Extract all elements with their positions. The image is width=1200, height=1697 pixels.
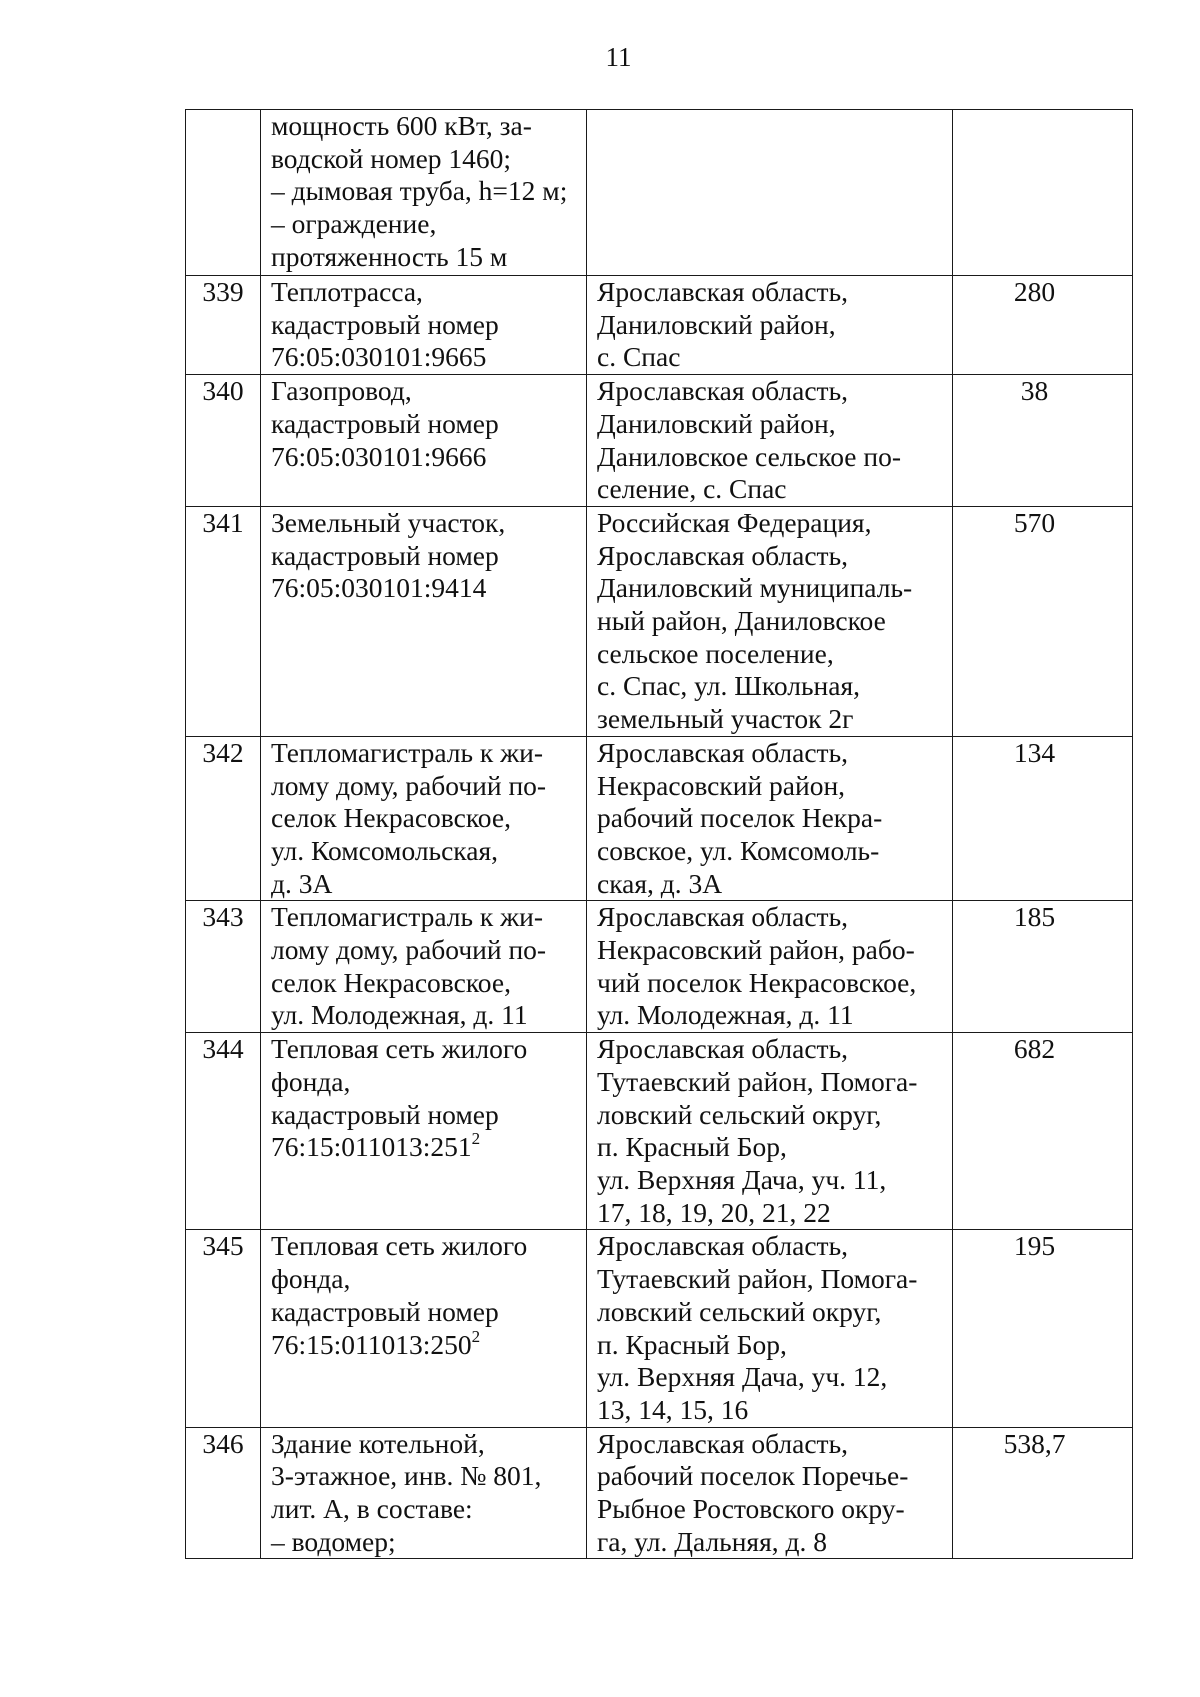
- page-number: 11: [605, 42, 632, 72]
- object-description-text: 3-этажное, инв. № 801,: [271, 1460, 542, 1492]
- object-description-text: лому дому, рабочий по-: [271, 769, 547, 801]
- address-cell: [587, 276, 953, 375]
- object-description-text: лому дому, рабочий по-: [271, 934, 547, 966]
- object-description-text: фонда,: [271, 1065, 351, 1097]
- row-number: 346: [202, 1427, 244, 1459]
- object-description-text: 76:15:011013:250: [271, 1328, 472, 1360]
- value-cell: [953, 1427, 1133, 1559]
- object-description-cell: [261, 1230, 587, 1427]
- table-row: [186, 901, 1133, 1033]
- table-row: [186, 1427, 1133, 1559]
- row-number: 339: [202, 276, 244, 307]
- address-line: сельское поселение,: [597, 637, 834, 669]
- object-description-line: [271, 208, 580, 241]
- object-description-text: селок Некрасовское,: [271, 966, 511, 998]
- object-description-line: [271, 901, 580, 934]
- value-text: 195: [1013, 1230, 1056, 1262]
- row-number: 344: [202, 1033, 244, 1065]
- footnote-mark: 2: [471, 1129, 481, 1149]
- address-line: Даниловский район,: [597, 407, 836, 439]
- object-description-text: ул. Комсомольская,: [271, 834, 498, 866]
- object-description-line: [271, 1526, 580, 1559]
- address-line: с. Спас: [597, 341, 681, 373]
- address-line: Ярославская область,: [597, 1230, 848, 1262]
- address-line: Некрасовский район, рабо-: [597, 934, 915, 966]
- object-description-cell: [261, 901, 587, 1033]
- table-row: [186, 506, 1133, 736]
- address-line: п. Красный Бор,: [597, 1131, 787, 1163]
- address-line: ул. Верхняя Дача, уч. 12,: [597, 1361, 888, 1393]
- object-description-line: [271, 737, 580, 770]
- object-description-line: [271, 375, 580, 408]
- object-description-text: Тепломагистраль к жи-: [271, 736, 544, 768]
- address-line: Даниловский район,: [597, 308, 836, 340]
- object-description-line: [271, 999, 580, 1032]
- object-description-text: Газопровод,: [271, 375, 412, 407]
- object-description-text: ул. Молодежная, д. 11: [271, 999, 528, 1031]
- object-description-cell: [261, 1427, 587, 1559]
- row-number: 341: [202, 506, 244, 538]
- object-description-line: [271, 507, 580, 540]
- object-description-text: кадастровый номер: [271, 407, 499, 439]
- object-description-line: [271, 540, 580, 573]
- object-description-text: селок Некрасовское,: [271, 802, 511, 834]
- object-description-text: – водомер;: [271, 1525, 396, 1557]
- object-description-text: Тепломагистраль к жи-: [271, 901, 544, 933]
- object-description-line: [271, 1099, 580, 1132]
- object-description-line: [271, 341, 580, 374]
- object-description-line: [271, 934, 580, 967]
- object-description-line: [271, 1131, 580, 1164]
- object-description-text: Здание котельной,: [271, 1427, 485, 1459]
- object-description-text: 76:05:030101:9666: [271, 440, 487, 472]
- object-description-line: [271, 241, 580, 274]
- property-table-body: [186, 110, 1133, 1559]
- value-cell: [953, 901, 1133, 1033]
- object-description-line: [271, 1326, 580, 1362]
- value-text: 134: [1013, 736, 1056, 768]
- address-cell: [587, 506, 953, 736]
- object-description-text: протяженность 15 м: [271, 240, 508, 272]
- address-line: Российская Федерация,: [597, 506, 872, 538]
- address-line: селение, с. Спас: [597, 473, 787, 505]
- address-line: ул. Молодежная, д. 11: [597, 999, 854, 1031]
- address-line: Ярославская область,: [597, 901, 848, 933]
- value-cell: [953, 1033, 1133, 1230]
- object-description-line: [271, 1230, 580, 1263]
- row-number-cell: [186, 1230, 261, 1427]
- object-description-text: фонда,: [271, 1263, 351, 1295]
- row-number-cell: [186, 110, 261, 276]
- object-description-text: – ограждение,: [271, 208, 437, 240]
- address-line: Ярославская область,: [597, 1033, 848, 1065]
- value-cell: [953, 1230, 1133, 1427]
- object-description-cell: [261, 375, 587, 507]
- object-description-line: [271, 1033, 580, 1066]
- object-description-line: [271, 1428, 580, 1461]
- object-description-text: 76:05:030101:9414: [271, 572, 487, 604]
- object-description-cell: [261, 110, 587, 276]
- value-text: 538,7: [1003, 1427, 1066, 1459]
- object-description-cell: [261, 736, 587, 901]
- row-number: 345: [202, 1230, 244, 1262]
- address-cell: [587, 110, 953, 276]
- address-line: земельный участок 2г: [597, 703, 854, 735]
- property-table: [185, 109, 1133, 1559]
- address-line: рабочий поселок Некра-: [597, 802, 883, 834]
- object-description-line: [271, 835, 580, 868]
- address-line: Ярославская область,: [597, 1427, 848, 1459]
- address-line: чий поселок Некрасовское,: [597, 966, 917, 998]
- object-description-line: [271, 770, 580, 803]
- value-text: 682: [1013, 1033, 1056, 1065]
- object-description-text: лит. А, в составе:: [271, 1493, 473, 1525]
- value-cell: [953, 110, 1133, 276]
- object-description-line: [271, 175, 580, 208]
- address-line: ловский сельский округ,: [597, 1295, 882, 1327]
- address-line: с. Спас, ул. Школьная,: [597, 670, 860, 702]
- address-line: Некрасовский район,: [597, 769, 846, 801]
- object-description-text: водской номер 1460;: [271, 142, 512, 174]
- address-line: Ярославская область,: [597, 375, 848, 407]
- value-cell: [953, 276, 1133, 375]
- value-text: 185: [1013, 901, 1056, 933]
- table-row: [186, 276, 1133, 375]
- row-number-cell: [186, 375, 261, 507]
- address-line: Ярославская область,: [597, 276, 848, 307]
- object-description-line: [271, 1493, 580, 1526]
- address-line: ловский сельский округ,: [597, 1098, 882, 1130]
- object-description-line: [271, 309, 580, 342]
- object-description-line: [271, 441, 580, 474]
- object-description-line: [271, 967, 580, 1000]
- address-line: совское, ул. Комсомоль-: [597, 834, 880, 866]
- value-text: 38: [1020, 375, 1049, 407]
- value-text: 280: [1013, 276, 1056, 307]
- object-description-text: кадастровый номер: [271, 1295, 499, 1327]
- table-row: [186, 1230, 1133, 1427]
- address-line: ская, д. 3А: [597, 867, 723, 899]
- object-description-text: – дымовая труба, h=12 м;: [271, 175, 568, 207]
- address-cell: [587, 1230, 953, 1427]
- object-description-line: [271, 868, 580, 901]
- object-description-cell: [261, 1033, 587, 1230]
- table-row: [186, 110, 1133, 276]
- object-description-text: 76:15:011013:251: [271, 1131, 472, 1163]
- row-number: 343: [202, 901, 244, 933]
- address-line: 13, 14, 15, 16: [597, 1393, 749, 1425]
- row-number: 340: [202, 375, 244, 407]
- row-number-cell: [186, 506, 261, 736]
- object-description-text: Земельный участок,: [271, 506, 506, 538]
- table-row: [186, 375, 1133, 507]
- address-line: п. Красный Бор,: [597, 1328, 787, 1360]
- object-description-text: д. 3А: [271, 867, 333, 899]
- row-number-cell: [186, 736, 261, 901]
- object-description-line: [271, 1296, 580, 1329]
- object-description-line: [271, 143, 580, 176]
- row-number-cell: [186, 1033, 261, 1230]
- address-cell: [587, 1033, 953, 1230]
- object-description-cell: [261, 506, 587, 736]
- object-description-text: Тепловая сеть жилого: [271, 1033, 528, 1065]
- address-cell: [587, 736, 953, 901]
- address-line: 17, 18, 19, 20, 21, 22: [597, 1196, 831, 1228]
- address-line: Даниловское сельское по-: [597, 440, 902, 472]
- object-description-line: [271, 276, 580, 309]
- table-row: [186, 1033, 1133, 1230]
- value-cell: [953, 375, 1133, 507]
- object-description-line: [271, 1460, 580, 1493]
- object-description-line: [271, 1066, 580, 1099]
- address-line: Тутаевский район, Помога-: [597, 1065, 918, 1097]
- address-cell: [587, 375, 953, 507]
- object-description-text: Теплотрасса,: [271, 276, 423, 307]
- value-cell: [953, 736, 1133, 901]
- object-description-cell: [261, 276, 587, 375]
- address-line: Рыбное Ростовского окру-: [597, 1493, 905, 1525]
- address-line: рабочий поселок Поречье-: [597, 1460, 909, 1492]
- object-description-line: [271, 110, 580, 143]
- object-description-line: [271, 1263, 580, 1296]
- object-description-text: мощность 600 кВт, за-: [271, 110, 532, 141]
- footnote-mark: 2: [471, 1326, 481, 1346]
- row-number-cell: [186, 276, 261, 375]
- table-row: [186, 736, 1133, 901]
- address-line: Тутаевский район, Помога-: [597, 1263, 918, 1295]
- address-line: ул. Верхняя Дача, уч. 11,: [597, 1163, 887, 1195]
- address-line: га, ул. Дальняя, д. 8: [597, 1525, 827, 1557]
- address-line: Даниловский муниципаль-: [597, 572, 913, 604]
- address-line: Ярославская область,: [597, 736, 848, 768]
- object-description-line: [271, 802, 580, 835]
- address-cell: [587, 1427, 953, 1559]
- object-description-text: кадастровый номер: [271, 308, 499, 340]
- object-description-text: 76:05:030101:9665: [271, 341, 487, 373]
- object-description-line: [271, 572, 580, 605]
- row-number: 342: [202, 736, 244, 768]
- address-line: ный район, Даниловское: [597, 605, 886, 637]
- row-number-cell: [186, 901, 261, 1033]
- address-line: Ярославская область,: [597, 539, 848, 571]
- value-cell: [953, 506, 1133, 736]
- object-description-text: кадастровый номер: [271, 1098, 499, 1130]
- object-description-text: кадастровый номер: [271, 539, 499, 571]
- value-text: 570: [1013, 506, 1056, 538]
- address-cell: [587, 901, 953, 1033]
- row-number-cell: [186, 1427, 261, 1559]
- object-description-line: [271, 408, 580, 441]
- object-description-text: Тепловая сеть жилого: [271, 1230, 528, 1262]
